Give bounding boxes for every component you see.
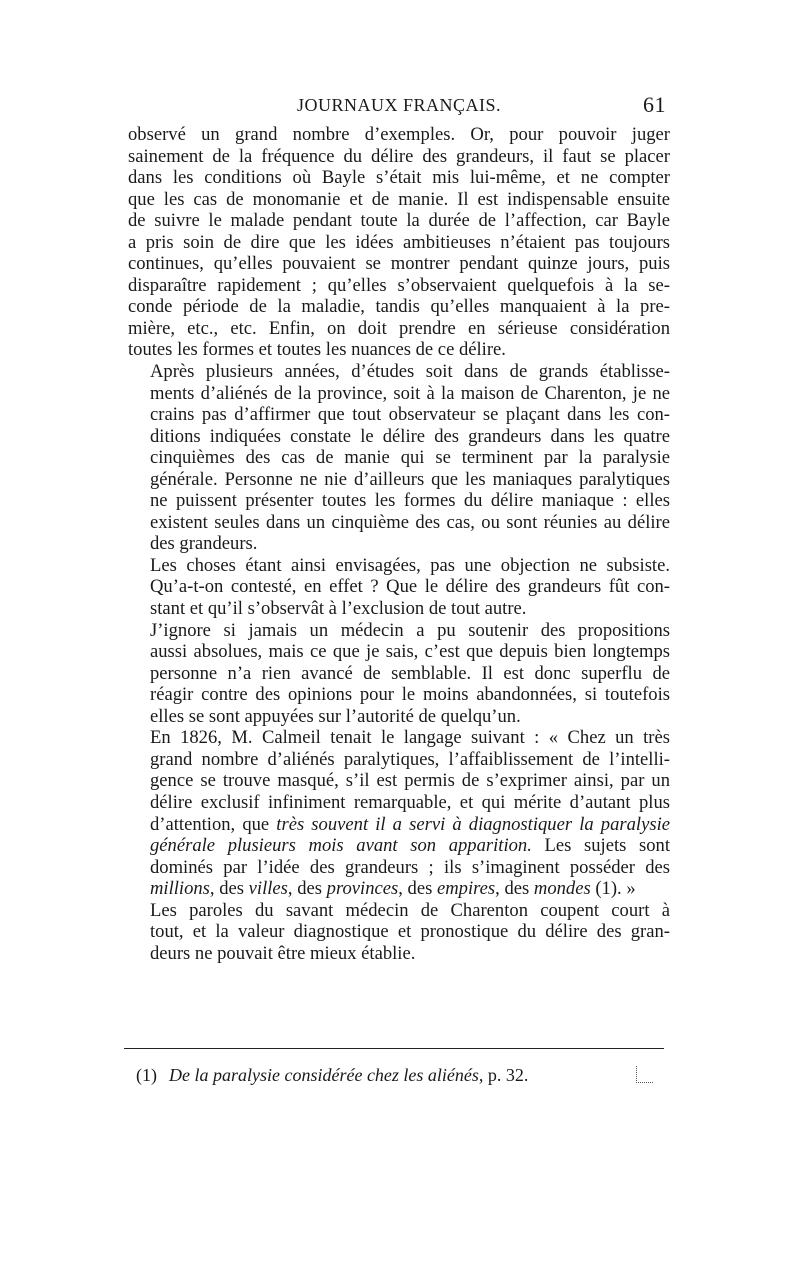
text-run: de suivre le malade pendant toute la durée de l’affection, car Bayle [128,210,670,232]
text-run: ments d’aliénés de la province, soit à la maison de Charenton, je ne [150,382,670,404]
paragraph [128,361,670,555]
text-run: aussi absolues, mais ce que je sais, c’est que depuis bien longtemps [150,641,670,663]
paragraph [128,727,670,899]
text-line [128,857,670,879]
text-line [128,404,670,426]
italic-text: générale plusieurs mois avant son apparition. [150,835,532,857]
text-line [128,749,670,771]
footnote-page: , p. 32. [478,1065,529,1085]
text-line [128,943,670,965]
text-line [128,318,670,340]
text-run: deurs ne pouvait être mieux établie. [150,942,416,964]
text-run: délire exclusif infiniment remarquable, et qui mérite d’autant plus [150,791,670,813]
text-run: cinquièmes des cas de manie qui se terminent par la paralysie [150,447,670,469]
text-line [128,210,670,232]
text-line [128,555,670,577]
paragraph [128,620,670,728]
text-line [128,167,670,189]
text-line [128,296,670,318]
paragraph [128,124,670,361]
text-run: des grandeurs. [150,533,258,555]
text-run: existent seules dans un cinquième des cas, ou sont réunies au délire [150,511,670,533]
page-number: 61 [643,92,666,117]
italic-text: mondes [533,878,591,900]
text-run: mière, etc., etc. Enfin, on doit prendre en sérieuse considération [128,317,670,339]
text-run: Qu’a-t-on contesté, en effet ? Que le délire des grandeurs fût con- [150,576,670,598]
text-line [128,533,670,555]
text-line [128,921,670,943]
text-line [128,878,670,900]
text-run: conde période de la maladie, tandis qu’elles manquaient à la pre- [128,296,670,318]
running-header [128,92,670,125]
text-line [128,727,670,749]
text-line [128,641,670,663]
text-line [128,275,670,297]
italic-text: millions [150,878,210,900]
text-run: dans les conditions où Bayle s’était mis lui-même, et ne compter [128,167,670,189]
footnote-mark: (1) [136,1065,157,1085]
text-line [128,706,670,728]
text-line [128,835,670,857]
text-run: sainement de la fréquence du délire des grandeurs, il faut se placer [128,145,670,167]
text-run: observé un grand nombre d’exemples. Or, pour pouvoir juger [128,124,670,145]
italic-text: empires [436,878,496,900]
text-line [128,383,670,405]
text-line [128,576,670,598]
text-run: grand nombre d’aliénés paralytiques, l’affaiblissement de l’intelli- [150,748,670,770]
text-run: Les paroles du savant médecin de Charenton coupent court à [150,899,670,921]
text-line [128,253,670,275]
text-run: toutes les formes et toutes les nuances de ce délire. [128,339,506,361]
text-run: d’attention, que [150,813,277,835]
footnote-text [169,1065,528,1085]
text-run: , des [398,878,437,900]
paragraph [128,900,670,965]
text-run: tout, et la valeur diagnostique et pronostique du délire des gran- [150,921,670,943]
text-run: réagir contre des opinions pour le moins abandonnées, si toutefois [150,684,670,706]
paragraph [128,555,670,620]
text-line [128,339,670,361]
text-line [128,792,670,814]
text-line [128,426,670,448]
text-line [128,146,670,168]
text-line [128,232,670,254]
text-line [128,361,670,383]
text-line [128,770,670,792]
italic-text: très souvent il a servi à diagnostiquer la paralysie [276,813,670,835]
text-run: Après plusieurs années, d’études soit dans de grands établisse- [150,361,670,383]
text-line [128,684,670,706]
italic-text: provinces [326,878,399,900]
text-line [128,512,670,534]
text-line [128,124,670,146]
text-run: personne n’a rien avancé de semblable. Il est donc superflu de [150,662,670,684]
text-run: elles se sont appuyées sur l’autorité de quelqu’un. [150,705,521,727]
text-run: Les sujets sont [531,835,670,857]
text-run: Les choses étant ainsi envisagées, pas une objection ne subsiste. [150,554,670,576]
text-line [128,620,670,642]
text-line [128,900,670,922]
text-run: gence se trouve masqué, s’il est permis de s’exprimer ainsi, par un [150,770,670,792]
bracket-mark [636,1066,653,1083]
running-title: JOURNAUX FRANÇAIS. [296,95,502,115]
text-run: En 1826, M. Calmeil tenait le langage suivant : « Chez un très [150,727,670,749]
text-run: disparaître rapidement ; qu’elles s’observaient quelquefois à la se- [128,274,670,296]
italic-text: villes [248,878,288,900]
text-run: continues, qu’elles pouvaient se montrer pendant quinze jours, puis [128,253,670,275]
text-run: ne puissent présenter toutes les formes du délire maniaque : elles [150,490,670,512]
text-run: , des [209,878,249,900]
text-line [128,814,670,836]
text-line [128,447,670,469]
text-line [128,469,670,491]
text-run: stant et qu’il s’observât à l’exclusion de tout autre. [150,598,527,620]
text-run: (1). » [590,878,636,900]
text-run: , des [287,878,327,900]
text-run: , des [495,878,534,900]
text-run: a pris soin de dire que les idées ambitieuses n’étaient pas toujours [128,231,670,253]
text-run: dominés par l’idée des grandeurs ; ils s’imaginent posséder des [150,856,670,878]
footnote [136,1064,656,1086]
text-line [128,598,670,620]
text-line [128,663,670,685]
text-line [128,490,670,512]
footnote-separator [124,1048,664,1049]
text-run: J’ignore si jamais un médecin a pu soutenir des propositions [150,619,670,641]
body-text [128,124,670,964]
footnote-title: De la paralysie considérée chez les aliénés [169,1065,479,1085]
text-run: ditions indiquées constate le délire des grandeurs dans les quatre [150,425,670,447]
text-run: que les cas de monomanie et de manie. Il est indispensable ensuite [128,188,670,210]
text-run: générale. Personne ne nie d’ailleurs que les maniaques paralytiques [150,468,670,490]
text-run: crains pas d’affirmer que tout observateur se plaçant dans les con- [150,404,670,426]
text-line [128,189,670,211]
